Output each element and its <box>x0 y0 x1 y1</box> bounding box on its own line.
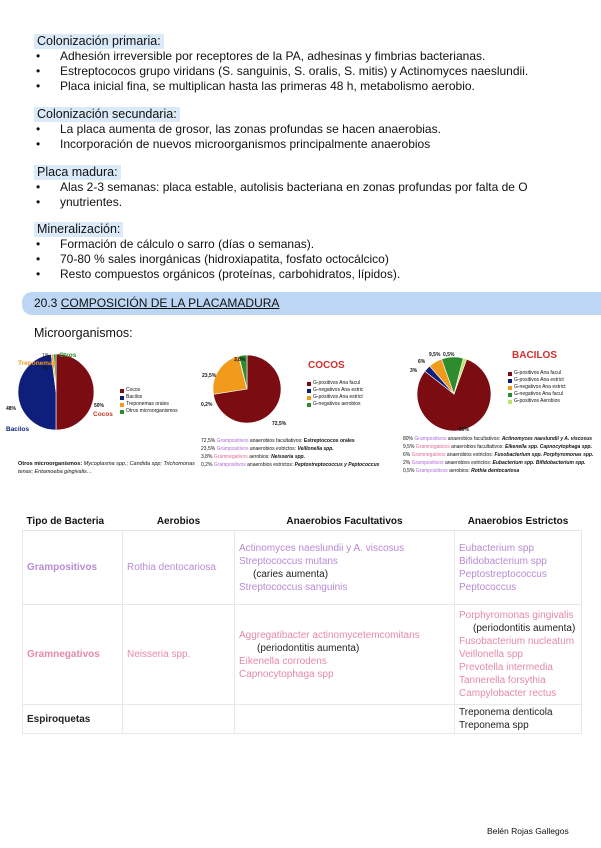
type-cell: Gramnegativos <box>23 605 123 705</box>
bullet: • La placa aumenta de grosor, las zonas profundas se hacen anaerobias. <box>36 122 441 137</box>
legend-item: G-negativos Ana facul <box>508 391 566 398</box>
pie-slice-cocos <box>56 354 94 430</box>
bullet: • 70-80 % sales inorgánicas (hidroxiapatita, fosfato octocálcico) <box>36 252 400 267</box>
legend-item: Bacilos <box>120 394 178 401</box>
caption-line: 0,5% Grampositivos aerobios: Rothia dentocariosa <box>403 468 520 474</box>
legend-item: G-positivos Aerobios <box>508 398 566 405</box>
pct-9-5: 9,5% <box>429 352 441 358</box>
pct-3-8: 3,8% <box>234 357 246 363</box>
microorganisms-label: Microorganismos: <box>34 326 133 340</box>
captions-cocos <box>201 437 401 469</box>
legend-item: Treponemas orales <box>120 401 178 408</box>
facultativos-cell: Aggregatibacter actinomycetemcomitans (periodontitis aumenta) Eikenella corrodens Capnocytophaga spp <box>235 605 455 705</box>
heading-madura: Placa madura: <box>34 165 121 180</box>
caption-line: 3,8% Gramnegativos aerobios: Neisseria spp. <box>201 454 305 460</box>
pie-chart-cocos <box>212 354 282 424</box>
caption-line: 9,5% Gramnegativos anaerobios facultativos: Eikenella spp. Capnocytophaga spp. <box>403 444 592 450</box>
captions-bacilos <box>403 435 598 475</box>
legend-item: G-positivos Ana facul <box>508 370 566 377</box>
section-title <box>34 296 279 310</box>
bullet: • Incorporación de nuevos microorganismos principalmente anaerobios <box>36 137 441 152</box>
pct-6: 6% <box>418 359 426 365</box>
legend-bacilos <box>508 370 566 405</box>
list-primaria <box>36 49 528 94</box>
pct-0-2: 0,2% <box>201 402 213 408</box>
legend-item: Cocos <box>120 387 178 394</box>
estrictos-cell: Eubacterium spp Bifidobacterium spp Peptostreptococcus Peptococcus <box>455 531 582 605</box>
caption-line: 72,5% Grampositivos anaerobios facultativos: Estreptococos orales <box>201 438 355 444</box>
pct-23-5: 23,5% <box>202 373 217 379</box>
legend-general <box>120 387 178 415</box>
caption-line: 2% Grampositivos anaerobios estrictos: Eubacterium spp. Bifidobacterium spp. <box>403 460 586 466</box>
table-header-row <box>23 513 582 531</box>
pct-72-5: 72,5% <box>272 421 287 427</box>
pct-80: 80% <box>459 427 470 433</box>
legend-item: G-negativos Ana estrict <box>508 384 566 391</box>
caption-line: 23,5% Grampositivos anaerobios estrictos: Veillonella spp. <box>201 446 334 452</box>
bullet-continuation: • ynutrientes. <box>36 195 528 210</box>
pct-bacilos: 48% <box>6 406 17 412</box>
bullet: • Alas 2-3 semanas: placa estable, autolisis bacteriana en zonas profundas por falta de O <box>36 180 528 195</box>
pct-treponemas: 1% <box>41 366 49 372</box>
type-cell: Grampositivos <box>23 531 123 605</box>
estrictos-cell: Treponema denticola Treponema spp <box>455 705 582 734</box>
facultativos-cell <box>235 705 455 734</box>
legend-item: G-negativos Ana estric <box>307 387 363 394</box>
author-signature: Belén Rojas Gallegos <box>487 826 569 836</box>
bacteria-table <box>22 513 582 734</box>
table-row <box>23 531 582 605</box>
section-number: 20.3 <box>34 296 58 310</box>
label-treponemas: Treponemas <box>18 360 57 367</box>
col-header: Aerobios <box>123 513 235 531</box>
caption-line: 80% Grampositivos anaerobios facultativos: Actinomyces naeslundii y A. viscosus <box>403 436 593 442</box>
bacilos-title: BACILOS <box>512 350 557 361</box>
pie-chart-bacilos <box>416 356 492 432</box>
pct-3: 3% <box>410 368 418 374</box>
caption-line: 6% Gramnegativos anaerobios estrictos: Fusobacterium spp. Porphyromonas spp. <box>403 452 594 458</box>
list-madura <box>36 180 528 210</box>
pct-0-5: 0,5% <box>443 352 455 358</box>
label-bacilos: Bacilos <box>6 426 30 433</box>
caption-line: 0,2% Grampositivos anaerobios estrictos: Peptostreptococcus y Peptococcus <box>201 462 380 468</box>
legend-item: G-positivos Ana facul <box>307 380 363 387</box>
list-mineralizacion <box>36 237 400 282</box>
note-otros-microorganismos: Otros microorganismos: Mycoplasma spp.; Candida spp; Trichomonas tenax; Entamoeba gingivalis… <box>18 461 195 475</box>
col-header: Anaerobios Estrictos <box>455 513 582 531</box>
pct-cocos: 50% <box>94 403 105 409</box>
list-secundaria <box>36 122 441 152</box>
label-otros: Otros <box>59 352 77 359</box>
legend-item: G-negativos aerobios <box>307 401 363 408</box>
bullet: • Placa inicial fina, se multiplican hasta las primeras 48 h, metabolismo aerobio. <box>36 79 528 94</box>
bullet: • Formación de cálculo o sarro (días o semanas). <box>36 237 400 252</box>
pct-otros: 1% <box>42 353 50 359</box>
estrictos-cell: Porphyromonas gingivalis (periodontitis aumenta) Fusobacterium nucleatum Veillonella spp Prevotella intermedia Tannerella forsythia Campylobacter rectus <box>455 605 582 705</box>
facultativos-cell: Actinomyces naeslundii y A. viscosus Streptococcus mutans (caries aumenta) Streptococcus sanguinis <box>235 531 455 605</box>
bullet: • Estreptococos grupo viridans (S. sanguinis, S. oralis, S. mitis) y Actinomyces naeslundii. <box>36 64 528 79</box>
section-title-text: COMPOSICIÓN DE LA PLACAMADURA <box>60 296 280 310</box>
heading-mineralizacion: Mineralización: <box>34 222 123 237</box>
bullet: • Adhesión irreversible por receptores de la PA, adhesinas y fimbrias bacterianas. <box>36 49 528 64</box>
label-cocos: Cocos <box>93 411 113 418</box>
heading-primaria: Colonización primaria: <box>34 34 164 49</box>
aerobios-cell: Neisseria spp. <box>123 605 235 705</box>
col-header: Anaerobios Facultativos <box>235 513 455 531</box>
table-row <box>23 605 582 705</box>
cocos-title: COCOS <box>308 360 345 371</box>
legend-item: G-positivos Ana estrict <box>508 377 566 384</box>
col-header: Tipo de Bacteria <box>23 513 123 531</box>
bullet: • Resto compuestos orgánicos (proteínas, carbohidratos, lípidos). <box>36 267 400 282</box>
type-cell: Espiroquetas <box>23 705 123 734</box>
legend-cocos <box>307 380 363 408</box>
aerobios-cell: Rothia dentocariosa <box>123 531 235 605</box>
table-row <box>23 705 582 734</box>
heading-secundaria: Colonización secundaria: <box>34 107 180 122</box>
aerobios-cell <box>123 705 235 734</box>
legend-item: G-positivos Ana estrict <box>307 394 363 401</box>
legend-item: Otros microorganismos <box>120 408 178 415</box>
